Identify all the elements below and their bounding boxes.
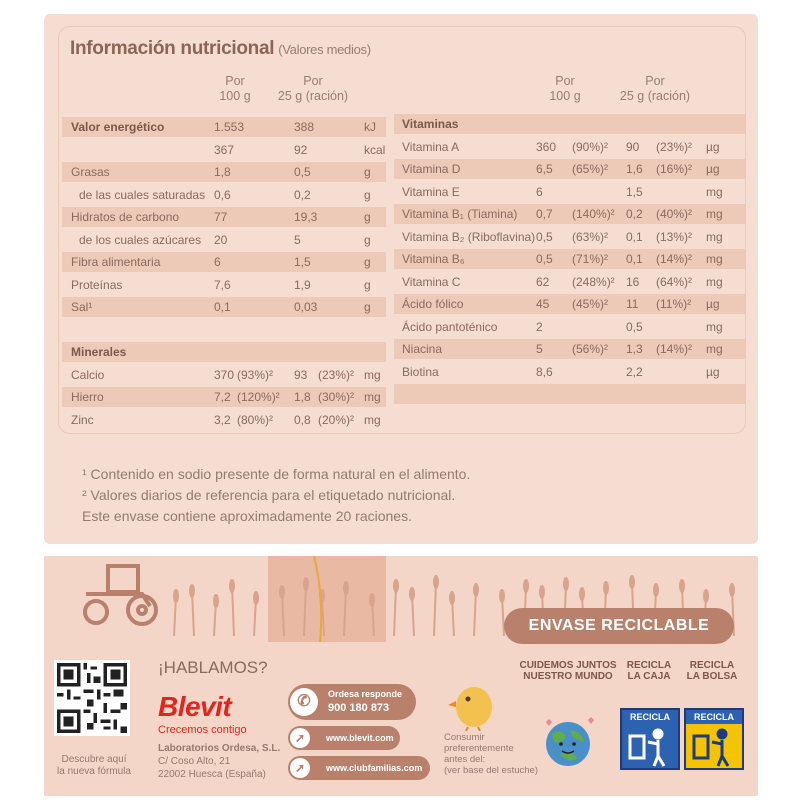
header-per100-left: Por 100 g [219,74,251,103]
unit: mg [364,367,381,382]
left-nutrient-row [62,320,386,340]
left-nutrient-row [62,275,386,295]
link-clubfamilias[interactable] [288,756,430,780]
recyclable-badge: ENVASE RECICLABLE [504,608,734,644]
nutrient-name: Vitamina D [402,162,461,176]
right-nutrient-row [394,294,746,314]
nutrient-name: Vitamina B₆ [402,252,465,266]
best-before-line-4: (ver base del estuche) [444,765,538,776]
recycle-header-world: CUIDEMOS JUNTOS NUESTRO MUNDO [519,660,617,682]
unit: g [364,277,371,292]
arrow-icon: ➚ [290,758,310,778]
right-nutrient-row [394,137,746,157]
best-before-note [444,732,538,776]
value-per25: 388 [294,120,315,134]
value-per25: 0,2 [294,187,311,202]
best-before-line-2: preferentemente [444,743,514,754]
value-per25: 92 [294,142,308,157]
value-per100: 367 [214,142,235,157]
value-per100: 77 [214,210,228,224]
value-per25: 1,9 [294,277,311,292]
header-per25-left: Por 25 g (ración) [277,74,349,103]
value-per25: 90 [626,139,640,154]
left-nutrient-row [62,410,386,430]
value-per25: 1,5 [626,184,643,199]
percent-per100: (45%)² [572,297,609,311]
right-nutrient-row [394,114,746,134]
percent-per25: (16%)² [656,162,693,176]
unit: mg [706,252,723,266]
recycle-person-icon [622,724,678,768]
unit: mg [706,207,723,221]
percent-per25: (30%)² [318,390,355,404]
nutrient-name: Calcio [71,367,105,382]
percent-per100: (140%)² [572,207,615,221]
value-per100: 1,8 [214,165,231,179]
nutrition-panel [44,14,758,544]
left-nutrient-row [62,252,386,272]
value-per25: 0,2 [626,207,643,221]
left-nutrient-row [62,342,386,362]
unit: g [364,210,371,224]
left-nutrient-row [62,230,386,250]
phone-icon: ✆ [290,688,318,716]
percent-per25: (14%)² [656,342,693,356]
hablamos-heading: ¡HABLAMOS? [158,658,268,677]
nutrient-name: Ácido pantoténico [402,319,498,334]
right-nutrient-row [394,407,746,427]
unit: mg [706,342,723,356]
footnote-1: ¹ Contenido en sodio presente de forma natural en el alimento. [82,466,471,482]
right-nutrient-row [394,272,746,292]
nutrient-name: Vitamina C [402,274,461,289]
value-per100: 7,2 [214,390,231,404]
nutrient-name: Hidratos de carbono [71,210,180,224]
nutrient-name: Hierro [71,390,104,404]
unit: µg [706,139,720,154]
qr-code[interactable] [54,660,130,736]
value-per25: 5 [294,232,301,247]
unit: µg [706,162,720,176]
nutrition-subtitle: (Valores medios) [278,42,371,57]
nutrient-name: Vitamina B₁ (Tiamina) [402,207,518,221]
percent-per100: (248%)² [572,274,615,289]
value-per25: 93 [294,367,308,382]
value-per25: 2,2 [626,364,643,379]
unit: mg [364,412,381,427]
value-per100: 3,2 [214,412,231,427]
percent-per100: (65%)² [572,162,609,176]
footnotes [82,464,470,527]
value-per100: 1.553 [214,120,245,134]
percent-per100: (80%)² [237,412,274,427]
percent-per100: (63%)² [572,229,609,244]
phone-number: 900 180 873 [328,702,390,714]
nutrient-name: de las cuales saturadas [79,187,206,202]
recycle-person-icon [686,724,742,768]
unit: g [364,300,371,314]
unit: µg [706,364,720,379]
earth-icon [540,714,596,770]
value-per25: 16 [626,274,640,289]
qr-caption: Descubre aquí la nueva fórmula [57,754,131,777]
percent-per100: (120%)² [237,390,280,404]
right-nutrient-row [394,204,746,224]
left-nutrient-row [62,162,386,182]
right-nutrient-row [394,317,746,337]
right-nutrient-row [394,249,746,269]
left-nutrient-row [62,297,386,317]
qr-code-icon [57,663,127,733]
nutrient-name: Vitamina A [402,139,460,154]
value-per25: 0,8 [294,412,311,427]
value-per25: 0,03 [294,300,318,314]
recycle-box-yellow-label: RECICLA [686,710,742,724]
left-nutrient-row [62,117,386,137]
value-per100: 62 [536,274,550,289]
value-per100: 7,6 [214,277,231,292]
unit: mg [706,274,723,289]
value-per25: 19,3 [294,210,318,224]
value-per25: 11 [626,297,639,311]
chick-icon [446,679,496,731]
address-line-2: C/ Coso Alto, 21 [158,756,231,767]
percent-per25: (23%)² [318,367,355,382]
link-clubfamilias-text: www.clubfamilias.com [326,763,423,773]
brand-logo: Blevit [158,691,232,722]
nutrient-name: Proteínas [71,277,123,292]
percent-per100: (56%)² [572,342,609,356]
nutrient-name: Sal¹ [71,300,93,314]
left-nutrient-row [62,140,386,160]
value-per100: 6 [214,255,221,269]
value-per100: 0,1 [214,300,231,314]
right-nutrient-row [394,384,746,404]
percent-per100: (93%)² [237,367,274,382]
right-nutrient-row [394,339,746,359]
right-nutrient-row [394,182,746,202]
percent-per25: (14%)² [656,252,693,266]
percent-per25: (11%)² [656,297,692,311]
value-per25: 1,6 [626,162,643,176]
header-per100-right: Por 100 g [549,74,581,103]
unit: g [364,232,371,247]
value-per25: 0,5 [294,165,311,179]
nutrient-name: Vitamina B₂ (Riboflavina) [402,229,536,244]
value-per100: 6 [536,184,543,199]
recycle-header-box: RECICLA LA CAJA [626,660,672,682]
recycle-header-bag: RECICLA LA BOLSA [686,660,738,682]
unit: kJ [364,120,376,134]
arrow-icon: ➚ [290,728,310,748]
value-per100: 8,6 [536,364,553,379]
recycle-box-yellow [684,708,744,770]
packaging-panel [44,556,758,796]
nutrient-name: Grasas [71,165,110,179]
nutrient-name: de los cuales azúcares [79,232,202,247]
best-before-line-3: antes del: [444,754,486,765]
phone-contact[interactable] [288,684,416,720]
nutrient-name: Zinc [71,412,94,427]
value-per100: 0,7 [536,207,553,221]
nutrient-name: Valor energético [71,120,165,134]
percent-per25: (23%)² [656,139,693,154]
unit: kcal [364,142,386,157]
footnote-2: ² Valores diarios de referencia para el etiquetado nutricional. [82,487,456,503]
best-before-line-1: Consumir [444,732,485,743]
link-blevit[interactable] [288,726,400,750]
phone-label: Ordesa responde [328,689,403,699]
value-per100: 0,6 [214,187,231,202]
unit: mg [706,229,723,244]
nutrient-name: Minerales [71,345,127,359]
value-per100: 0,5 [536,252,553,266]
unit: mg [706,184,723,199]
left-nutrient-row [62,365,386,385]
link-blevit-text: www.blevit.com [326,733,394,743]
address-line-3: 22002 Huesca (España) [158,769,266,780]
unit: mg [706,319,723,334]
left-nutrient-row [62,387,386,407]
company-address [158,742,280,781]
unit: g [364,255,371,269]
left-nutrient-row [62,185,386,205]
brand-tagline: Crecemos contigo [158,724,247,736]
value-per100: 2 [536,319,543,334]
value-per25: 0,1 [626,229,643,244]
unit: µg [706,297,720,311]
unit: mg [364,390,381,404]
unit: g [364,187,371,202]
value-per25: 1,3 [626,342,643,356]
value-per100: 45 [536,297,550,311]
percent-per25: (20%)² [318,412,355,427]
footnote-3: Este envase contiene aproximadamente 20 raciones. [82,508,412,524]
nutrient-name: Ácido fólico [402,297,464,311]
nutrition-title: Información nutricional (Valores medios) [70,38,371,59]
value-per100: 360 [536,139,557,154]
header-per25-right: Por 25 g (ración) [619,74,691,103]
value-per25: 1,8 [294,390,311,404]
value-per100: 0,5 [536,229,553,244]
nutrient-name: Vitaminas [402,117,459,131]
nutrient-name: Niacina [402,342,443,356]
right-nutrient-row [394,227,746,247]
tractor-icon [80,560,170,630]
percent-per100: (71%)² [572,252,609,266]
recycle-box-blue [620,708,680,770]
address-line-1: Laboratorios Ordesa, S.L. [158,743,281,754]
value-per100: 5 [536,342,543,356]
nutrient-name: Fibra alimentaria [71,255,161,269]
right-nutrient-row [394,362,746,382]
unit: g [364,165,371,179]
nutrient-name: Biotina [402,364,439,379]
percent-per25: (13%)² [656,229,693,244]
left-nutrient-row [62,207,386,227]
right-nutrient-row [394,159,746,179]
percent-per25: (64%)² [656,274,693,289]
value-per25: 1,5 [294,255,311,269]
value-per25: 0,5 [626,319,643,334]
value-per100: 20 [214,232,228,247]
value-per25: 0,1 [626,252,643,266]
recycle-box-blue-label: RECICLA [622,710,678,724]
percent-per25: (40%)² [656,207,693,221]
value-per100: 6,5 [536,162,553,176]
nutrient-name: Vitamina E [402,184,460,199]
percent-per100: (90%)² [572,139,609,154]
value-per100: 370 [214,367,235,382]
